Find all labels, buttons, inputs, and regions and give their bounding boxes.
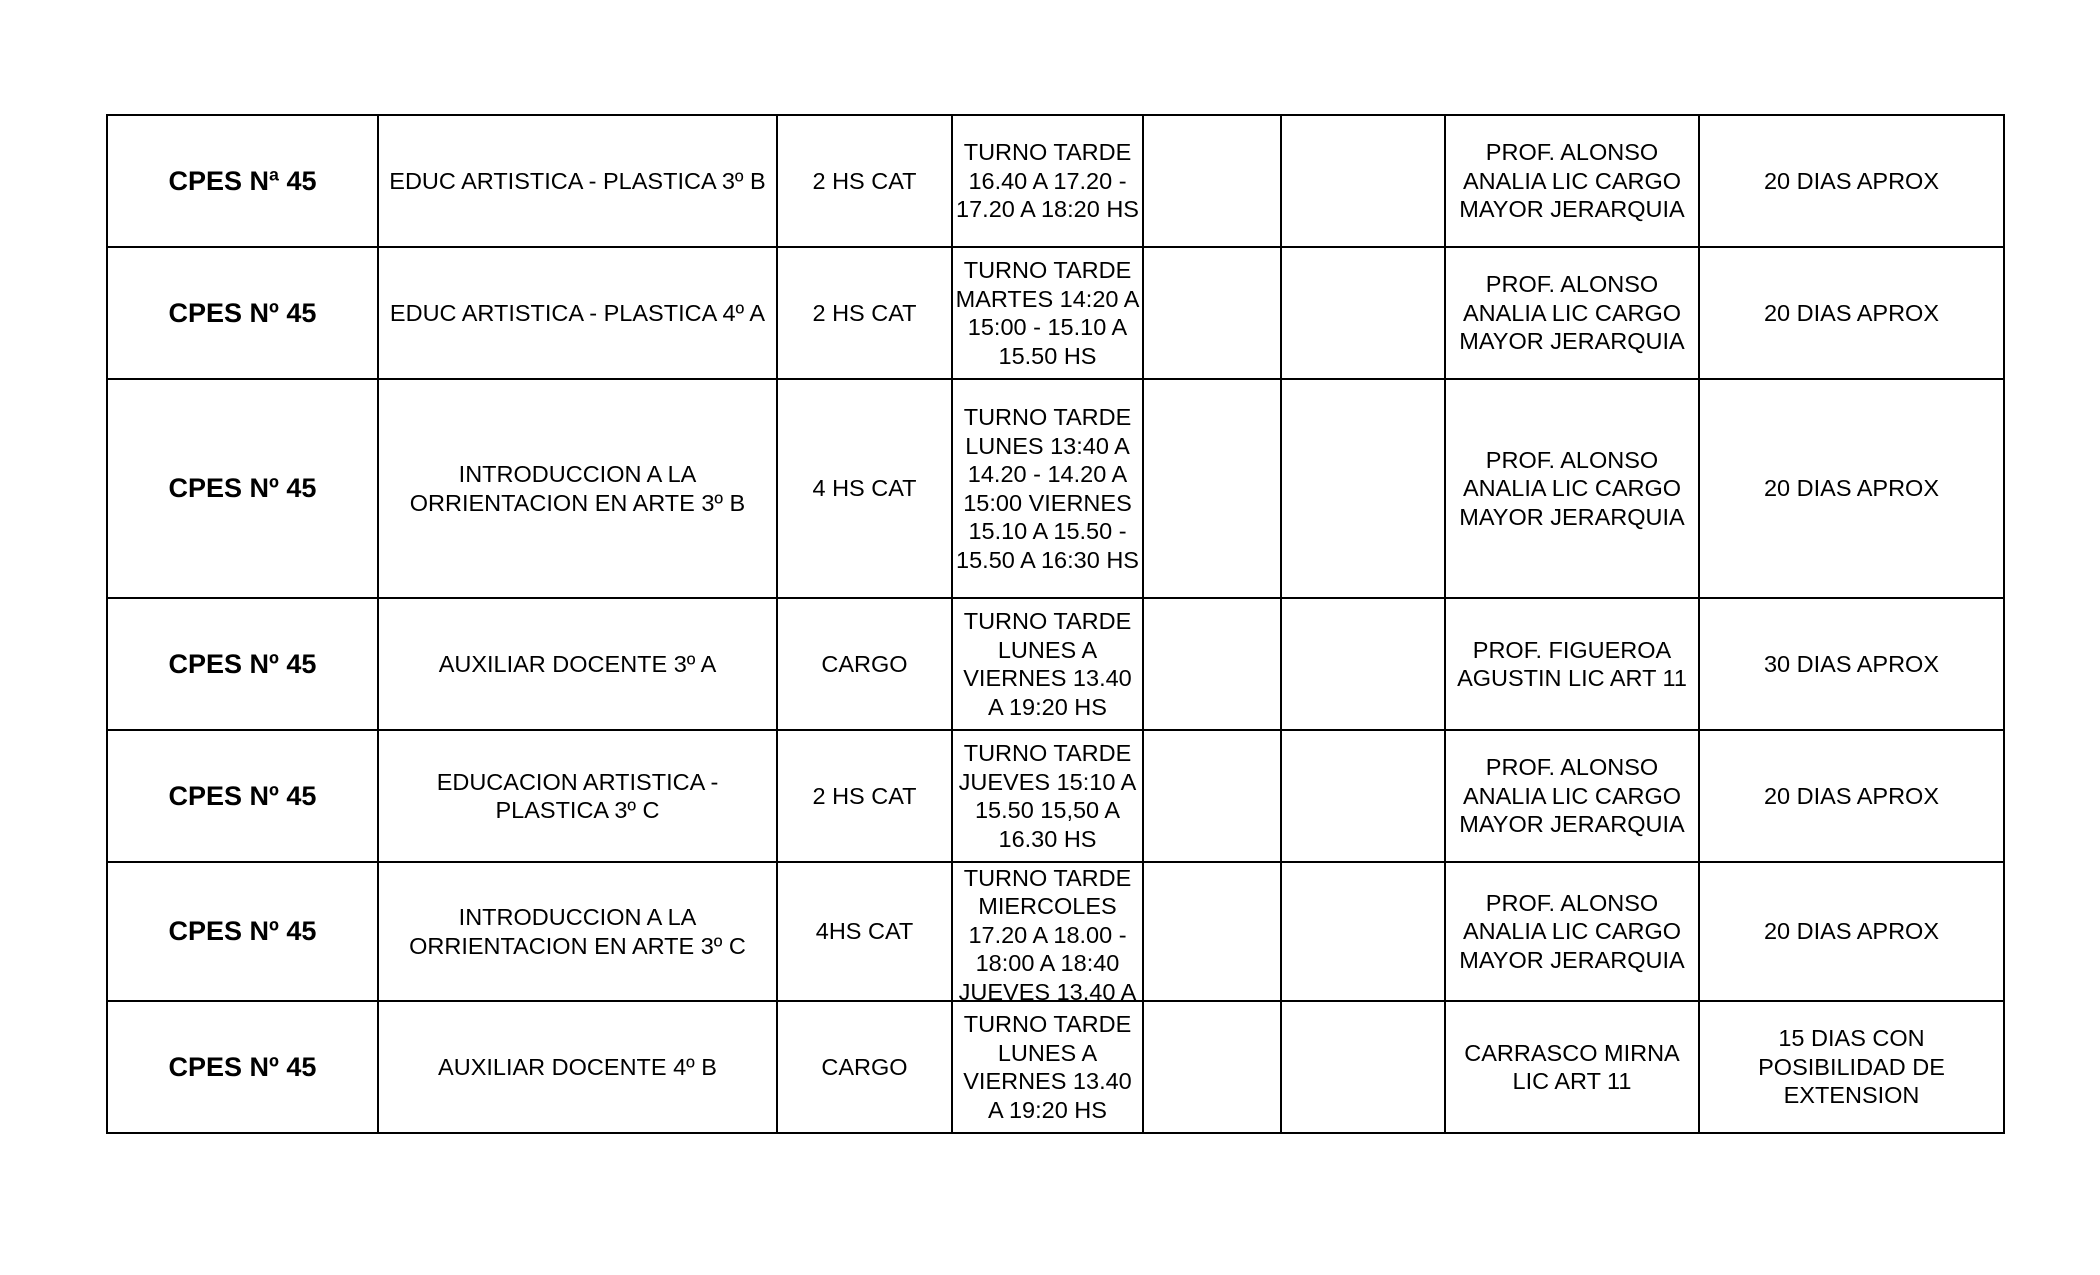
schedule-cell [952, 862, 1143, 1001]
school-cell: CPES Nº 45 [107, 862, 378, 1001]
schedule-cell [952, 1001, 1143, 1133]
subject-cell: AUXILIAR DOCENTE 3º A [378, 598, 777, 730]
hours-cell: 4 HS CAT [777, 379, 952, 598]
hours-cell: CARGO [777, 598, 952, 730]
empty-cell [1143, 1001, 1281, 1133]
schedule-text: TURNO TARDE MIERCOLES 17.20 A 18.00 - 18:00 A 18:40 JUEVES 13.40 A [958, 864, 1137, 1000]
empty-cell [1281, 862, 1445, 1001]
school-cell: CPES Nº 45 [107, 1001, 378, 1133]
schedule-cell [952, 730, 1143, 862]
subject-cell: EDUCACION ARTISTICA - PLASTICA 3º C [378, 730, 777, 862]
empty-cell [1281, 379, 1445, 598]
school-cell: CPES Nª 45 [107, 115, 378, 247]
empty-cell [1143, 115, 1281, 247]
duration-cell: 30 DIAS APROX [1699, 598, 2004, 730]
hours-cell: 4HS CAT [777, 862, 952, 1001]
empty-cell [1281, 730, 1445, 862]
empty-cell [1143, 598, 1281, 730]
empty-cell [1281, 598, 1445, 730]
teacher-cell: PROF. ALONSO ANALIA LIC CARGO MAYOR JERARQUIA [1445, 247, 1699, 379]
duration-cell: 20 DIAS APROX [1699, 379, 2004, 598]
school-cell: CPES Nº 45 [107, 247, 378, 379]
duration-cell: 20 DIAS APROX [1699, 730, 2004, 862]
teacher-cell: CARRASCO MIRNA LIC ART 11 [1445, 1001, 1699, 1133]
table-row [107, 115, 2004, 247]
table-row [107, 862, 2004, 1001]
duration-cell: 20 DIAS APROX [1699, 115, 2004, 247]
school-cell: CPES Nº 45 [107, 379, 378, 598]
empty-cell [1281, 1001, 1445, 1133]
empty-cell [1281, 115, 1445, 247]
table-row [107, 379, 2004, 598]
hours-cell: 2 HS CAT [777, 115, 952, 247]
table-row [107, 730, 2004, 862]
schedule-text: TURNO TARDE JUEVES 15:10 A 15.50 15,50 A 16.30 HS [958, 740, 1137, 852]
teacher-cell: PROF. ALONSO ANALIA LIC CARGO MAYOR JERARQUIA [1445, 730, 1699, 862]
empty-cell [1143, 247, 1281, 379]
schedule-cell [952, 598, 1143, 730]
schedule-text: TURNO TARDE LUNES 13:40 A 14.20 - 14.20 A 15:00 VIERNES 15.10 A 15.50 - 15.50 A 16:30 HS [956, 404, 1139, 573]
schedule-cell [952, 247, 1143, 379]
schedule-text: TURNO TARDE LUNES A VIERNES 13.40 A 19:20 HS [963, 1011, 1132, 1123]
school-cell: CPES Nº 45 [107, 730, 378, 862]
table-row [107, 1001, 2004, 1133]
duration-cell: 20 DIAS APROX [1699, 247, 2004, 379]
schedule-text: TURNO TARDE 16.40 A 17.20 - 17.20 A 18:20 HS [956, 139, 1139, 223]
hours-cell: CARGO [777, 1001, 952, 1133]
schedule-text: TURNO TARDE LUNES A VIERNES 13.40 A 19:20 HS [963, 608, 1132, 720]
duration-cell: 15 DIAS CON POSIBILIDAD DE EXTENSION [1699, 1001, 2004, 1133]
subject-cell: EDUC ARTISTICA - PLASTICA 4º A [378, 247, 777, 379]
subject-cell: AUXILIAR DOCENTE 4º B [378, 1001, 777, 1133]
school-cell: CPES Nº 45 [107, 598, 378, 730]
teacher-cell: PROF. FIGUEROA AGUSTIN LIC ART 11 [1445, 598, 1699, 730]
teacher-cell: PROF. ALONSO ANALIA LIC CARGO MAYOR JERARQUIA [1445, 862, 1699, 1001]
subject-cell: EDUC ARTISTICA - PLASTICA 3º B [378, 115, 777, 247]
empty-cell [1143, 379, 1281, 598]
subject-cell: INTRODUCCION A LA ORRIENTACION EN ARTE 3º C [378, 862, 777, 1001]
table-row [107, 598, 2004, 730]
duration-cell: 20 DIAS APROX [1699, 862, 2004, 1001]
schedule-cell [952, 115, 1143, 247]
schedule-text: TURNO TARDE MARTES 14:20 A 15:00 - 15.10 A 15.50 HS [955, 257, 1140, 369]
empty-cell [1143, 862, 1281, 1001]
empty-cell [1281, 247, 1445, 379]
table-row [107, 247, 2004, 379]
substitution-table [106, 114, 2005, 1134]
hours-cell: 2 HS CAT [777, 730, 952, 862]
hours-cell: 2 HS CAT [777, 247, 952, 379]
empty-cell [1143, 730, 1281, 862]
subject-cell: INTRODUCCION A LA ORRIENTACION EN ARTE 3º B [378, 379, 777, 598]
teacher-cell: PROF. ALONSO ANALIA LIC CARGO MAYOR JERARQUIA [1445, 115, 1699, 247]
schedule-cell [952, 379, 1143, 598]
teacher-cell: PROF. ALONSO ANALIA LIC CARGO MAYOR JERARQUIA [1445, 379, 1699, 598]
